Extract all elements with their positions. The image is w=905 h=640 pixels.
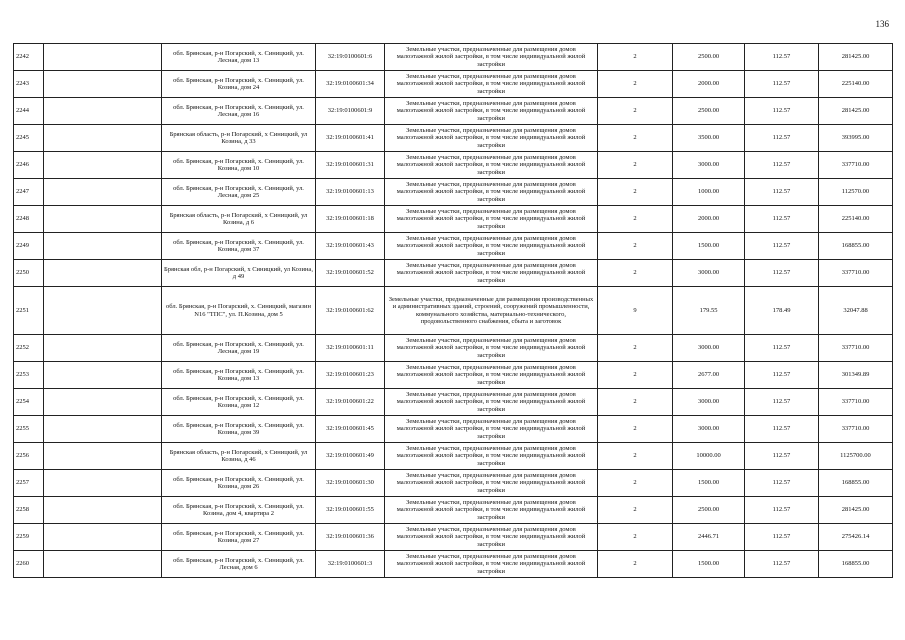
address-cell: Брянская обл, р-н Погарский, х Синицкий, ул Козина, д 49 bbox=[162, 260, 316, 287]
cadastral-number-cell: 32:19:0100601:55 bbox=[316, 497, 385, 524]
cadastral-number-cell: 32:19:0100601:3 bbox=[316, 551, 385, 578]
empty-gap-cell bbox=[44, 497, 162, 524]
area-cell: 3000.00 bbox=[673, 416, 745, 443]
unit-value-cell: 112.57 bbox=[745, 260, 819, 287]
empty-gap-cell bbox=[44, 524, 162, 551]
cadastral-value-cell: 281425.00 bbox=[819, 98, 893, 125]
row-number-cell: 2244 bbox=[14, 98, 44, 125]
cadastral-value-cell: 275426.14 bbox=[819, 524, 893, 551]
cadastral-number-cell: 32:19:0100601:36 bbox=[316, 524, 385, 551]
cadastral-number-cell: 32:19:0100601:23 bbox=[316, 362, 385, 389]
permitted-use-cell: Земельные участки, предназначенные для размещения домов малоэтажной жилой застройки, в том числе индивидуальной жилой застройки bbox=[385, 551, 598, 578]
empty-gap-cell bbox=[44, 125, 162, 152]
table-row bbox=[14, 335, 893, 362]
unit-value-cell: 112.57 bbox=[745, 524, 819, 551]
cadastral-value-cell: 281425.00 bbox=[819, 44, 893, 71]
use-category-cell: 2 bbox=[598, 260, 673, 287]
unit-value-cell: 112.57 bbox=[745, 233, 819, 260]
row-number-cell: 2252 bbox=[14, 335, 44, 362]
unit-value-cell: 112.57 bbox=[745, 206, 819, 233]
area-cell: 2677.00 bbox=[673, 362, 745, 389]
cadastral-value-cell: 393995.00 bbox=[819, 125, 893, 152]
empty-gap-cell bbox=[44, 287, 162, 335]
area-cell: 3000.00 bbox=[673, 389, 745, 416]
use-category-cell: 2 bbox=[598, 179, 673, 206]
unit-value-cell: 112.57 bbox=[745, 71, 819, 98]
table-row bbox=[14, 389, 893, 416]
cadastral-number-cell: 32:19:0100601:22 bbox=[316, 389, 385, 416]
empty-gap-cell bbox=[44, 44, 162, 71]
address-cell: обл. Брянская, р-н Погарский, х. Синицкий, ул. Лесная, дом 16 bbox=[162, 98, 316, 125]
permitted-use-cell: Земельные участки, предназначенные для размещения домов малоэтажной жилой застройки, в том числе индивидуальной жилой застройки bbox=[385, 470, 598, 497]
permitted-use-cell: Земельные участки, предназначенные для размещения домов малоэтажной жилой застройки, в том числе индивидуальной жилой застройки bbox=[385, 389, 598, 416]
area-cell: 2500.00 bbox=[673, 44, 745, 71]
address-cell: обл. Брянская, р-н Погарский, х. Синицкий, ул. Козина, дом 4, квартира 2 bbox=[162, 497, 316, 524]
unit-value-cell: 178.49 bbox=[745, 287, 819, 335]
empty-gap-cell bbox=[44, 206, 162, 233]
use-category-cell: 2 bbox=[598, 233, 673, 260]
cadastral-value-cell: 281425.00 bbox=[819, 497, 893, 524]
address-cell: обл. Брянская, р-н Погарский, х. Синицкий, ул. Козина, дом 27 bbox=[162, 524, 316, 551]
use-category-cell: 2 bbox=[598, 335, 673, 362]
address-cell: обл. Брянская, р-н Погарский, х. Синицкий, ул. Козина, дом 37 bbox=[162, 233, 316, 260]
cadastral-value-cell: 32047.88 bbox=[819, 287, 893, 335]
permitted-use-cell: Земельные участки, предназначенные для размещения домов малоэтажной жилой застройки, в том числе индивидуальной жилой застройки bbox=[385, 125, 598, 152]
address-cell: обл. Брянская, р-н Погарский, х. Синицкий, ул. Козина, дом 12 bbox=[162, 389, 316, 416]
cadastral-value-cell: 168855.00 bbox=[819, 551, 893, 578]
area-cell: 179.55 bbox=[673, 287, 745, 335]
row-number-cell: 2260 bbox=[14, 551, 44, 578]
area-cell: 2000.00 bbox=[673, 206, 745, 233]
area-cell: 2500.00 bbox=[673, 98, 745, 125]
table-row bbox=[14, 416, 893, 443]
unit-value-cell: 112.57 bbox=[745, 470, 819, 497]
row-number-cell: 2258 bbox=[14, 497, 44, 524]
cadastral-value-cell: 1125700.00 bbox=[819, 443, 893, 470]
area-cell: 1500.00 bbox=[673, 551, 745, 578]
row-number-cell: 2259 bbox=[14, 524, 44, 551]
row-number-cell: 2251 bbox=[14, 287, 44, 335]
land-registry-table bbox=[13, 43, 893, 578]
cadastral-number-cell: 32:19:0100601:43 bbox=[316, 233, 385, 260]
cadastral-value-cell: 168855.00 bbox=[819, 233, 893, 260]
use-category-cell: 2 bbox=[598, 125, 673, 152]
area-cell: 10000.00 bbox=[673, 443, 745, 470]
row-number-cell: 2249 bbox=[14, 233, 44, 260]
use-category-cell: 2 bbox=[598, 524, 673, 551]
row-number-cell: 2250 bbox=[14, 260, 44, 287]
table-row bbox=[14, 260, 893, 287]
table-row bbox=[14, 551, 893, 578]
use-category-cell: 2 bbox=[598, 152, 673, 179]
permitted-use-cell: Земельные участки, предназначенные для размещения домов малоэтажной жилой застройки, в том числе индивидуальной жилой застройки bbox=[385, 179, 598, 206]
permitted-use-cell: Земельные участки, предназначенные для размещения домов малоэтажной жилой застройки, в том числе индивидуальной жилой застройки bbox=[385, 443, 598, 470]
row-number-cell: 2257 bbox=[14, 470, 44, 497]
table-row bbox=[14, 152, 893, 179]
address-cell: обл. Брянская, р-н Погарский, х. Синицкий, ул. Лесная, дом 6 bbox=[162, 551, 316, 578]
address-cell: обл. Брянская, р-н Погарский, х. Синицкий, ул. Козина, дом 24 bbox=[162, 71, 316, 98]
table-row bbox=[14, 179, 893, 206]
cadastral-number-cell: 32:19:0100601:49 bbox=[316, 443, 385, 470]
area-cell: 2000.00 bbox=[673, 71, 745, 98]
empty-gap-cell bbox=[44, 389, 162, 416]
table-row bbox=[14, 497, 893, 524]
permitted-use-cell: Земельные участки, предназначенные для размещения домов малоэтажной жилой застройки, в том числе индивидуальной жилой застройки bbox=[385, 335, 598, 362]
cadastral-number-cell: 32:19:0100601:18 bbox=[316, 206, 385, 233]
table-row bbox=[14, 98, 893, 125]
page-number: 136 bbox=[875, 19, 889, 29]
use-category-cell: 2 bbox=[598, 497, 673, 524]
empty-gap-cell bbox=[44, 71, 162, 98]
registry-table-body bbox=[14, 44, 893, 578]
use-category-cell: 2 bbox=[598, 389, 673, 416]
cadastral-number-cell: 32:19:0100601:30 bbox=[316, 470, 385, 497]
empty-gap-cell bbox=[44, 335, 162, 362]
use-category-cell: 2 bbox=[598, 443, 673, 470]
cadastral-number-cell: 32:19:0100601:34 bbox=[316, 71, 385, 98]
cadastral-value-cell: 337710.00 bbox=[819, 389, 893, 416]
address-cell: обл. Брянская, р-н Погарский, х. Синицкий, ул. Козина, дом 13 bbox=[162, 362, 316, 389]
use-category-cell: 9 bbox=[598, 287, 673, 335]
table-row bbox=[14, 287, 893, 335]
cadastral-value-cell: 112570.00 bbox=[819, 179, 893, 206]
row-number-cell: 2248 bbox=[14, 206, 44, 233]
permitted-use-cell: Земельные участки, предназначенные для размещения домов малоэтажной жилой застройки, в том числе индивидуальной жилой застройки bbox=[385, 362, 598, 389]
use-category-cell: 2 bbox=[598, 551, 673, 578]
address-cell: Брянская область, р-н Погарский, х Синицкий, ул Козина, д 6 bbox=[162, 206, 316, 233]
table-row bbox=[14, 524, 893, 551]
permitted-use-cell: Земельные участки, предназначенные для размещения домов малоэтажной жилой застройки, в том числе индивидуальной жилой застройки bbox=[385, 44, 598, 71]
row-number-cell: 2243 bbox=[14, 71, 44, 98]
unit-value-cell: 112.57 bbox=[745, 98, 819, 125]
address-cell: Брянская область, р-н Погарский, х Синицкий, ул Козина, д 33 bbox=[162, 125, 316, 152]
permitted-use-cell: Земельные участки, предназначенные для размещения домов малоэтажной жилой застройки, в том числе индивидуальной жилой застройки bbox=[385, 71, 598, 98]
table-row bbox=[14, 44, 893, 71]
table-row bbox=[14, 71, 893, 98]
address-cell: Брянская область, р-н Погарский, х Синицкий, ул Козина, д 46 bbox=[162, 443, 316, 470]
row-number-cell: 2255 bbox=[14, 416, 44, 443]
cadastral-number-cell: 32:19:0100601:9 bbox=[316, 98, 385, 125]
table-row bbox=[14, 362, 893, 389]
area-cell: 1500.00 bbox=[673, 470, 745, 497]
row-number-cell: 2254 bbox=[14, 389, 44, 416]
address-cell: обл. Брянская, р-н Погарский, х. Синицкий, ул. Лесная, дом 25 bbox=[162, 179, 316, 206]
cadastral-value-cell: 225140.00 bbox=[819, 206, 893, 233]
unit-value-cell: 112.57 bbox=[745, 179, 819, 206]
address-cell: обл. Брянская, р-н Погарский, х. Синицкий, ул. Козина, дом 26 bbox=[162, 470, 316, 497]
cadastral-number-cell: 32:19:0100601:45 bbox=[316, 416, 385, 443]
permitted-use-cell: Земельные участки, предназначенные для размещения домов малоэтажной жилой застройки, в том числе индивидуальной жилой застройки bbox=[385, 524, 598, 551]
use-category-cell: 2 bbox=[598, 206, 673, 233]
cadastral-value-cell: 337710.00 bbox=[819, 152, 893, 179]
address-cell: обл. Брянская, р-н Погарский, х. Синицкий, магазин N16 "ТПС", ул. П.Козина, дом 5 bbox=[162, 287, 316, 335]
use-category-cell: 2 bbox=[598, 362, 673, 389]
cadastral-value-cell: 337710.00 bbox=[819, 260, 893, 287]
unit-value-cell: 112.57 bbox=[745, 125, 819, 152]
cadastral-value-cell: 225140.00 bbox=[819, 71, 893, 98]
unit-value-cell: 112.57 bbox=[745, 335, 819, 362]
use-category-cell: 2 bbox=[598, 71, 673, 98]
unit-value-cell: 112.57 bbox=[745, 389, 819, 416]
permitted-use-cell: Земельные участки, предназначенные для размещения домов малоэтажной жилой застройки, в том числе индивидуальной жилой застройки bbox=[385, 98, 598, 125]
permitted-use-cell: Земельные участки, предназначенные для размещения производственных и административных зданий, строений, сооружений промышленности, коммунального хозяйства, материально-технического, продовольственного снабжения, сбыта и заготовок bbox=[385, 287, 598, 335]
address-cell: обл. Брянская, р-н Погарский, х. Синицкий, ул. Козина, дом 39 bbox=[162, 416, 316, 443]
area-cell: 3000.00 bbox=[673, 260, 745, 287]
table-row bbox=[14, 233, 893, 260]
row-number-cell: 2242 bbox=[14, 44, 44, 71]
address-cell: обл. Брянская, р-н Погарский, х. Синицкий, ул. Козина, дом 10 bbox=[162, 152, 316, 179]
cadastral-number-cell: 32:19:0100601:13 bbox=[316, 179, 385, 206]
use-category-cell: 2 bbox=[598, 44, 673, 71]
row-number-cell: 2246 bbox=[14, 152, 44, 179]
table-row bbox=[14, 125, 893, 152]
empty-gap-cell bbox=[44, 179, 162, 206]
unit-value-cell: 112.57 bbox=[745, 152, 819, 179]
area-cell: 3000.00 bbox=[673, 152, 745, 179]
empty-gap-cell bbox=[44, 260, 162, 287]
address-cell: обл. Брянская, р-н Погарский, х. Синицкий, ул. Лесная, дом 19 bbox=[162, 335, 316, 362]
cadastral-value-cell: 301349.89 bbox=[819, 362, 893, 389]
area-cell: 1500.00 bbox=[673, 233, 745, 260]
unit-value-cell: 112.57 bbox=[745, 416, 819, 443]
use-category-cell: 2 bbox=[598, 470, 673, 497]
cadastral-value-cell: 337710.00 bbox=[819, 335, 893, 362]
empty-gap-cell bbox=[44, 233, 162, 260]
unit-value-cell: 112.57 bbox=[745, 44, 819, 71]
unit-value-cell: 112.57 bbox=[745, 497, 819, 524]
cadastral-number-cell: 32:19:0100601:62 bbox=[316, 287, 385, 335]
table-row bbox=[14, 470, 893, 497]
use-category-cell: 2 bbox=[598, 416, 673, 443]
address-cell: обл. Брянская, р-н Погарский, х. Синицкий, ул. Лесная, дом 13 bbox=[162, 44, 316, 71]
area-cell: 2446.71 bbox=[673, 524, 745, 551]
empty-gap-cell bbox=[44, 152, 162, 179]
area-cell: 3000.00 bbox=[673, 335, 745, 362]
empty-gap-cell bbox=[44, 416, 162, 443]
unit-value-cell: 112.57 bbox=[745, 551, 819, 578]
permitted-use-cell: Земельные участки, предназначенные для размещения домов малоэтажной жилой застройки, в том числе индивидуальной жилой застройки bbox=[385, 260, 598, 287]
permitted-use-cell: Земельные участки, предназначенные для размещения домов малоэтажной жилой застройки, в том числе индивидуальной жилой застройки bbox=[385, 152, 598, 179]
row-number-cell: 2247 bbox=[14, 179, 44, 206]
permitted-use-cell: Земельные участки, предназначенные для размещения домов малоэтажной жилой застройки, в том числе индивидуальной жилой застройки bbox=[385, 497, 598, 524]
cadastral-value-cell: 337710.00 bbox=[819, 416, 893, 443]
empty-gap-cell bbox=[44, 470, 162, 497]
row-number-cell: 2245 bbox=[14, 125, 44, 152]
cadastral-number-cell: 32:19:0100601:31 bbox=[316, 152, 385, 179]
empty-gap-cell bbox=[44, 443, 162, 470]
area-cell: 1000.00 bbox=[673, 179, 745, 206]
table-row bbox=[14, 443, 893, 470]
area-cell: 3500.00 bbox=[673, 125, 745, 152]
area-cell: 2500.00 bbox=[673, 497, 745, 524]
unit-value-cell: 112.57 bbox=[745, 443, 819, 470]
row-number-cell: 2253 bbox=[14, 362, 44, 389]
cadastral-number-cell: 32:19:0100601:6 bbox=[316, 44, 385, 71]
use-category-cell: 2 bbox=[598, 98, 673, 125]
cadastral-value-cell: 168855.00 bbox=[819, 470, 893, 497]
empty-gap-cell bbox=[44, 98, 162, 125]
cadastral-number-cell: 32:19:0100601:52 bbox=[316, 260, 385, 287]
cadastral-number-cell: 32:19:0100601:41 bbox=[316, 125, 385, 152]
empty-gap-cell bbox=[44, 362, 162, 389]
permitted-use-cell: Земельные участки, предназначенные для размещения домов малоэтажной жилой застройки, в том числе индивидуальной жилой застройки bbox=[385, 206, 598, 233]
table-row bbox=[14, 206, 893, 233]
cadastral-number-cell: 32:19:0100601:11 bbox=[316, 335, 385, 362]
permitted-use-cell: Земельные участки, предназначенные для размещения домов малоэтажной жилой застройки, в том числе индивидуальной жилой застройки bbox=[385, 416, 598, 443]
permitted-use-cell: Земельные участки, предназначенные для размещения домов малоэтажной жилой застройки, в том числе индивидуальной жилой застройки bbox=[385, 233, 598, 260]
row-number-cell: 2256 bbox=[14, 443, 44, 470]
empty-gap-cell bbox=[44, 551, 162, 578]
unit-value-cell: 112.57 bbox=[745, 362, 819, 389]
